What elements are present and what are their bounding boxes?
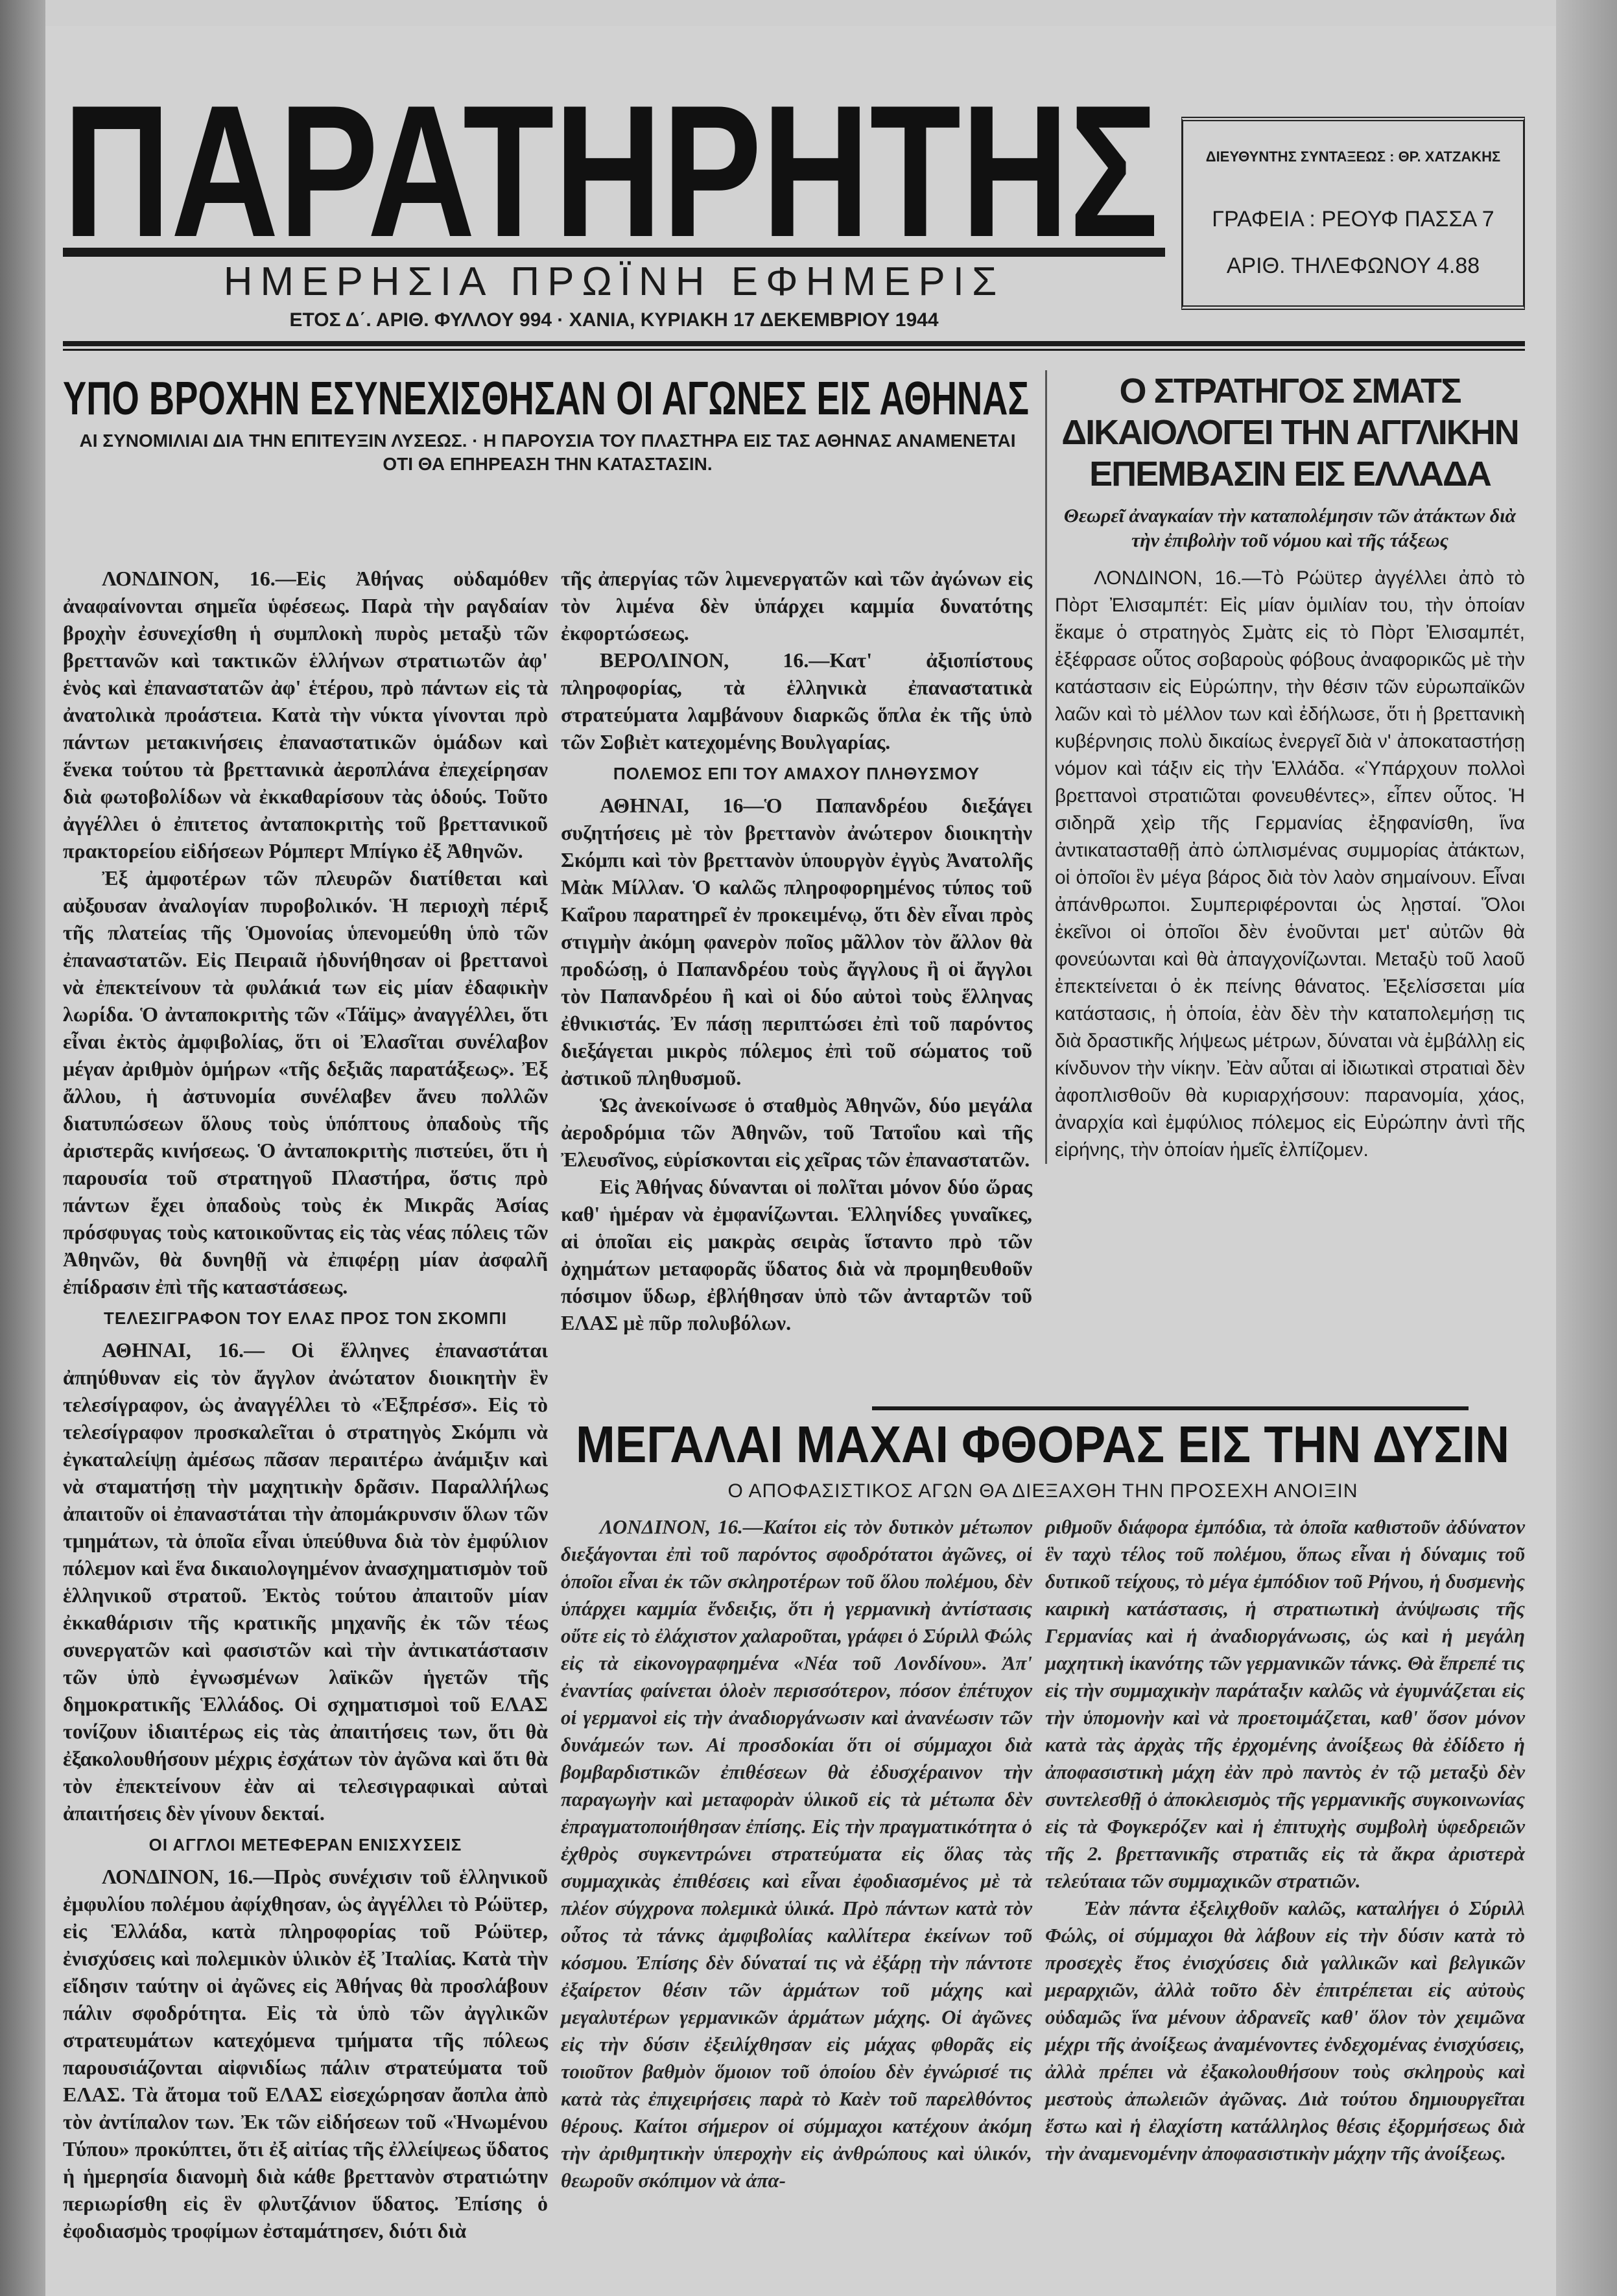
- article2-header: [1045, 370, 1525, 565]
- article2-tagline: Θεωρεῖ ἀναγκαίαν τὴν καταπολέμησιν τῶν ἀτάκτων διὰ τὴν ἐπιβολὴν τοῦ νόμου καὶ τῆς τάξεως: [1063, 505, 1517, 551]
- section-subhead: ΠΟΛΕΜΟΣ ΕΠΙ ΤΟΥ ΑΜΑΧΟΥ ΠΛΗΘΥΣΜΟΥ: [613, 764, 980, 783]
- paragraph: ριθμοῦν διάφορα ἐμπόδια, τὰ ὁποῖα καθιστοῦν ἀδύνατον ἓν ταχὺ τέλος τοῦ πολέμου, ὅπως εἶναι ἡ δύναμις τοῦ δυτικοῦ τείχους, τὸ μέγα ἐμπόδιον τοῦ Ρήνου, ἡ δυσμενὴς καιρικὴ κατάστασις, ἡ στρατιωτικὴ ἀνύψωσις τῆς Γερμανίας καὶ ἡ ἀναδιοργάνωσις, ὡς καὶ ἡ μεγάλη μαχητικὴ ἱκανότης τῶν γερμανικῶν τάνκς. Θὰ ἔπρεπέ τις εἰς τὴν συμμαχικὴν παράταξιν καλῶς νὰ ἐγυμνάζεται εἰς τὴν ὑπομονὴν καὶ νὰ προετοιμάζεται, καθ' ὅσον μόνον κατὰ τὰς ἀρχὰς τῆς ἐρχομένης ἀνοίξεως θὰ ἐδίδετο ἡ ἀποφασιστικὴ μάχη ἐὰν πρὸ παντὸς ἐν τῷ μεταξὺ δὲν συντελεσθῇ ὁ ἀποκλεισμὸς τῆς γερμανικῆς συγκοινωνίας εἰς τὰ Φογκερόζεν καὶ ἡ ἐπιτυχὴς συμβολὴ ὑφεδρειῶν τῆς 2. βρεττανικῆς στρατιᾶς εἰς τὰ ἄκρα ἀριστερὰ τελεύταια τῶν συμμαχικῶν στρατιῶν.: [1045, 1515, 1525, 1892]
- masthead-divider: [63, 341, 1525, 346]
- article1-column-1: [63, 565, 548, 2244]
- paragraph: Ἐὰν πάντα ἐξελιχθοῦν καλῶς, καταλήγει ὁ Σύριλλ Φώλς, οἱ σύμμαχοι θὰ λάβουν εἰς τὴν δύσιν κατὰ τὸ προσεχὲς ἔτος ἐνισχύσεις διὰ γαλλικῶν καὶ βελγικῶν μεραρχιῶν, ἀλλὰ τοῦτο δὲν ἐπιτρέπεται εἰς αὐτοὺς οὐδαμῶς ἵνα μένουν ἀδρανεῖς καθ' ὅλον τὸν χειμῶνα μέχρι τῆς ἀνοίξεως ἀναμένοντες ἐνδεχομένας ἐνισχύσεις, ἀλλὰ πρέπει νὰ ἐξακολουθήσουν τοὺς σκληροὺς καὶ μεστοὺς ἀπωλειῶν ἀγῶνας. Διὰ τούτου δημιουργεῖται ἔστω καὶ ἡ ἐλαχίστη κατάλληλος θέσις ἐξορμήσεως διὰ τὴν ἀναμενομένην ἀποφασιστικὴν μάχην τῆς ἀνοίξεως.: [1045, 1896, 1525, 2164]
- article1-headline: ΥΠΟ ΒΡΟΧΗΝ ΕΣΥΝΕΧΙΣΘΗΣΑΝ ΟΙ ΑΓΩΝΕΣ ΕΙΣ ΑΘΗΝΑΣ: [63, 373, 1029, 422]
- phone-line: ΑΡΙΘ. ΤΗΛΕΦΩΝΟΥ 4.88: [1226, 254, 1480, 278]
- paragraph: Ἐξ ἀμφοτέρων τῶν πλευρῶν διατίθεται καὶ αὐξουσαν ἀναλογίαν πυροβολικόν. Ἡ περιοχὴ πέριξ τῆς πλατείας τῆς Ὁμονοίας ὑπενομεύθη ὑπὸ τῶν ἐπαναστατῶν. Εἰς Πειραιᾶ ἠδυνήθησαν οἱ βρεττανοὶ νὰ ἐπεκτείνουν τὰ φυλάκιά των εἰς μίαν ἐδαφικὴν λωρίδα. Ὁ ἀνταποκριτὴς τῶν «Τάϊμς» ἀναγγέλλει, ὅτι εἶναι ἐκτὸς ἀμφιβολίας, ὅτι οἱ Ἐλασῖται συνέλαβον μέγαν ἀριθμὸν ὁμήρων «τῆς δεξιᾶς παρατάξεως». Ἐξ ἄλλου, ἡ ἀστυνομία συνέλαβεν ἄνευ πολλῶν διατυπώσεων ὅλους τοὺς ὑπόπτους ὀπαδοὺς τῆς ἀριστερᾶς κινήσεως. Ὁ ἀνταποκριτὴς πιστεύει, ὅτι ἡ παρουσία τοῦ στρατηγοῦ Πλαστήρα, ὅστις πρὸ πάντων ἔχει ὀπαδοὺς τοὺς ἐκ Μικρᾶς Ἀσίας πρόσφυγας τοὺς κατοικοῦντας εἰς τὰς νέας πόλεις τῶν Ἀθηνῶν, θὰ δυνηθῇ νὰ ἐπιφέρῃ μίαν ἀσφαλῆ ἐπίδρασιν ἐπὶ τῆς καταστάσεως.: [63, 866, 548, 1298]
- newspaper-sheet: [63, 0, 1525, 2296]
- article3-columns: [561, 1513, 1525, 2194]
- masthead: [63, 97, 1525, 333]
- masthead-info-box: [1181, 117, 1525, 310]
- paragraph: ΑΘΗΝΑΙ, 16—Ὁ Παπανδρέου διεξάγει συζητήσεις μὲ τὸν βρεττανὸν ἀνώτερον διοικητὴν Σκόμπι καὶ τὸν βρεττανὸν ὑπουργὸν ἐγγὺς Ἀνατολῆς Μὰκ Μίλλαν. Ὁ καλῶς πληροφορημένος τύπος τοῦ Καΐρου παρατηρεῖ ἐν προκειμένῳ, ὅτι δὲν εἶναι πρὸς στιγμὴν ἀκόμη φανερὸν ποῖος μᾶλλον τὸν ἄλλον θὰ προδώσῃ, ὁ Παπανδρέου τοὺς ἄγγλους ἢ οἱ ἄγγλοι τὸν Παπανδρέου ἢ καὶ οἱ δύο αὐτοὶ τοὺς ἕλληνας ἐθνικιστάς. Ἐν πάσῃ περιπτώσει ἐπὶ τοῦ παρόντος διεξάγεται μικρὸς πόλεμος ἐπὶ τοῦ σώματος τοῦ ἀστικοῦ πληθυσμοῦ.: [561, 794, 1032, 1089]
- article2-headline: Ο ΣΤΡΑΤΗΓΟΣ ΣΜΑΤΣ ΔΙΚΑΙΟΛΟΓΕΙ ΤΗΝ ΑΓΓΛΙΚΗΝ ΕΠΕΜΒΑΣΙΝ ΕΙΣ ΕΛΛΑΔΑ: [1061, 372, 1518, 493]
- page-body: [63, 370, 1525, 2244]
- adjacent-page-right-edge: [1556, 0, 1617, 2296]
- paragraph: ΛΟΝΔΙΝΟΝ, 16.—Καίτοι εἰς τὸν δυτικὸν μέτωπον διεξάγονται ἐπὶ τοῦ παρόντος σφοδρότατοι ἀγῶνες, οἱ ὁποῖοι εἶναι ἐκ τῶν σκληροτέρων τοῦ ὅλου πολέμου, δὲν ὑπάρχει καμμία ἔνδειξις, ὅτι ἡ γερμανικὴ ἀντίστασις οὔτε εἰς τὸ ἐλάχιστον χαλαροῦται, γράφει ὁ Σύριλλ Φώλς εἰς τὰ εἰκονογραφημένα «Νέα τοῦ Λονδίνου». Ἀπ' ἐναντίας φαίνεται ὁλοὲν περισσότερον, πόσον ἐπέτυχον οἱ γερμανοὶ εἰς τὴν ἀναδιοργάνωσιν καὶ ἀνανέωσιν τῶν δυνάμεών των. Αἱ προσδοκίαι ὅτι οἱ σύμμαχοι διὰ βομβαρδιστικῶν ἐπιθέσεων θὰ ἐδυσχέραινον τὴν παραγωγὴν καὶ μεταφορὰν ὑλικοῦ εἰς τὰ μέτωπα δὲν ἐπραγματοποιήθησαν ἐπίσης. Εἰς τὴν πραγματικότητα ὁ ἐχθρὸς συγκεντρώνει στρατεύματα εἰς ὅλας τὰς συμμαχικὰς ἐπιθέσεις καὶ εἶναι ἐφοδιασμένος μὲ τὰ πλέον σύγχρονα πολεμικὰ ὑλικά. Πρὸ πάντων κατὰ τὸν οὗτος τὰ τάνκς ἀμφιβολίας καλλίτερα ἐκείνων τοῦ κόσμου. Ἐπίσης δὲν δύναταί τις νὰ ἐξάρῃ τὴν πάντοτε ἐξαίρετον θέσιν τῶν ἁρμάτων τοῦ μάχης καὶ μεγαλυτέρων γερμανικῶν ἁρμάτων μάχης. Οἱ ἀγῶνες εἰς τὴν δύσιν ἐξειλίχθησαν εἰς μάχας φθορᾶς εἰς τοιοῦτον βαθμὸν ὅμοιον τοῦ ὁποίου δὲν ἐγνώρισέ τις κατὰ τὰς ἐπιχειρήσεις παρὰ τὸ Καὲν τοῦ παρελθόντος θέρους. Καίτοι σήμερον οἱ σύμμαχοι κατέχουν ἀκόμη τὴν ἀριθμητικὴν ὑπεροχὴν εἰς ἀνθρώπους καὶ ὑλικόν, θεωροῦν σκόπιμον νὰ ἀπα-: [561, 1515, 1032, 2192]
- paragraph: ΛΟΝΔΙΝΟΝ, 16.—Τὸ Ρώϋτερ ἀγγέλλει ἀπὸ τὸ Πὸρτ Ἐλισαμπέτ: Εἰς μίαν ὁμιλίαν του, τὴν ὁποίαν ἔκαμε ὁ στρατηγὸς Σμὰτς εἰς τὸ Πὸρτ Ἐλισαμπέτ, ἐξέφρασε οὗτος σοβαροὺς φόβους ἀναφορικῶς μὲ τὴν κατάστασιν εἰς Εὐρώπην, τὴν θέσιν τῶν εὐρωπαϊκῶν λαῶν καὶ τὸ μέλλον των καὶ ἐδήλωσε, ὅτι ἡ βρεττανικὴ κυβέρνησις πολὺ δικαίως ἐνεργεῖ διὰ ν' ἀποκαταστήσῃ νόμον καὶ τάξιν εἰς τὴν Ἑλλάδα. «Ὑπάρχουν πολλοὶ βρεττανοὶ στρατιῶται φονευθέντες», εἶπεν οὗτος. Ἡ σιδηρᾶ χεὶρ τῆς Γερμανίας ἐξηφανίσθη, ἵνα ἀντικατασταθῇ ἀπὸ ὡπλισμένας συμμορίας ἀτάκτων, οἱ ὁποῖοι ἓν μέγα βάρος διὰ τὸν λαὸν σημαίνουν. Εἶναι ἀπάνθρωποι. Συμπεριφέρονται ὡς λῃσταί. Ὅλοι ἐκεῖνοι οἱ ὁποῖοι δὲν ἑνοῦνται μετ' αὐτῶν θὰ φονεύωνται καὶ θὰ ἀπαγχονίζωνται. Μεταξὺ τοῦ λαοῦ ἐπεκτείνεται ὁ ἐκ πείνης θάνατος. Ἐξελίσσεται μία κατάστασις, ἡ ὁποία, ἐὰν δὲν τὴν καταπολεμήσῃ τις διὰ δραστικῆς λήψεως μέτρων, δύναται νὰ ἐμβάλλῃ εἰς κίνδυνον τὴν νίκην. Ἐὰν αὗται αἱ ἰδιωτικαὶ στρατιαὶ δὲν ἀφοπλισθοῦν θὰ κυριαρχήσουν: παρανομία, χάος, ἀναρχία καὶ ἐμφύλιος πόλεμος εἰς Εὐρώπην ἀντὶ τῆς εἰρήνης, τὴν ὁποίαν ἡμεῖς ἐλπίζομεν.: [1055, 567, 1525, 1161]
- paragraph: ΛΟΝΔΙΝΟΝ, 16.—Πρὸς συνέχισιν τοῦ ἑλληνικοῦ ἐμφυλίου πολέμου ἀφίχθησαν, ὡς ἀγγέλλει τὸ Ρώϋτερ, εἰς Ἑλλάδα, κατὰ πληροφορίας τοῦ Ρώϋτερ, ἐνισχύσεις καὶ πολεμικὸν ὑλικὸν ἐξ Ἰταλίας. Κατὰ τὴν εἴδησιν ταύτην οἱ ἀγῶνες εἰς Ἀθήνας θὰ προσλάβουν πάλιν σφοδρότητα. Εἰς τὰ ὑπὸ τῶν ἀγγλικῶν στρατευμάτων κατεχόμενα τμήματα τῆς πόλεως παρουσιάζονται αἰφνιδίως πάλιν στρατεύματα τοῦ ΕΛΑΣ. Τὰ ἄτομα τοῦ ΕΛΑΣ εἰσεχώρησαν ἄοπλα ἀπὸ τὸν ἀντίπαλον των. Ἐκ τῶν εἰδήσεων τοῦ «Ἡνωμένου Τύπου» προκύπτει, ὅτι ἐξ αἰτίας τῆς ἐλλείψεως ὕδατος ἡ ἡμερησία διανομὴ διὰ κάθε βρεττανὸν στρατιώτην περιωρίσθη εἰς ἓν φλυτζάνιον ὕδατος. Ἐπίσης ὁ ἐφοδιασμὸς τροφίμων ἐσταμάτησεν, διότι διὰ: [63, 1865, 548, 2242]
- editor-line: ΔΙΕΥΘΥΝΤΗΣ ΣΥΝΤΑΞΕΩΣ : ΘΡ. ΧΑΤΖΑΚΗΣ: [1205, 148, 1501, 165]
- paragraph: τῆς ἀπεργίας τῶν λιμενεργατῶν καὶ τῶν ἀγώνων εἰς τὸν λιμένα δὲν ὑπάρχει καμμία δυνατότης ἐκφορτώσεως.: [561, 567, 1032, 645]
- paragraph: Ὡς ἀνεκοίνωσε ὁ σταθμὸς Ἀθηνῶν, δύο μεγάλα ἀεροδρόμια τῶν Ἀθηνῶν, τοῦ Τατοΐου καὶ τῆς Ἐλευσῖνος, εὑρίσκονται εἰς χεῖρας τῶν ἐπαναστατῶν.: [561, 1093, 1032, 1171]
- newspaper-title-block: [63, 97, 1165, 245]
- article3: [561, 1406, 1525, 2194]
- masthead-left: [63, 97, 1165, 333]
- paragraph: ΒΕΡΟΛΙΝΟΝ, 16.—Κατ' ἀξιοπίστους πληροφορίας, τὰ ἑλληνικὰ ἐπαναστατικὰ στρατεύματα λαμβάνουν διαρκῶς ὅπλα ἐκ τῆς ὑπὸ τῶν Σοβιὲτ κατεχομένης Βουλγαρίας.: [561, 648, 1032, 753]
- article3-subheadline: Ο ΑΠΟΦΑΣΙΣΤΙΚΟΣ ΑΓΩΝ ΘΑ ΔΙΕΞΑΧΘΗ ΤΗΝ ΠΡΟΣΕΧΗ ΑΝΟΙΞΙΝ: [727, 1480, 1358, 1502]
- section-subhead: ΟΙ ΑΓΓΛΟΙ ΜΕΤΕΦΕΡΑΝ ΕΝΙΣΧΥΣΕΙΣ: [148, 1835, 462, 1854]
- article3-column-1: [561, 1513, 1032, 2194]
- article2-body: [1045, 565, 1525, 1164]
- paragraph: ΛΟΝΔΙΝΟΝ, 16.—Εἰς Ἀθήνας οὐδαμόθεν ἀναφαίνονται σημεῖα ὑφέσεως. Παρὰ τὴν ραγδαίαν βροχὴν ἐσυνεχίσθη ἡ συμπλοκὴ πυρὸς μεταξὺ τῶν βρεττανῶν καὶ τακτικῶν ἑλλήνων στρατιωτῶν ἀφ' ἑνὸς καὶ ἐπαναστατῶν ἀφ' ἑτέρου, πρὸ πάντων εἰς τὰ ἀνατολικὰ προάστεια. Κατὰ τὴν νύκτα γίνονται πρὸ πάντων μετακινήσεις ἐπαναστατικῶν ὁμάδων καὶ ἕνεκα τούτου τὰ βρεττανικὰ ἀεροπλάνα ἐπεχείρησαν διὰ φωτοβολίδων νὰ ἐκκαθαρίσουν τὰς ὁδούς. Τοῦτο ἀγγέλλει ὁ ἐπιτετος ἀνταποκριτὴς τοῦ βρεττανικοῦ πρακτορείου εἰδήσεων Ρόμπερτ Μπίγκο ἐξ Ἀθηνῶν.: [63, 567, 548, 862]
- masthead-divider-thin: [63, 349, 1525, 351]
- article3-column-2: [1045, 1513, 1525, 2194]
- article1-column-2: [561, 565, 1032, 1336]
- article1-headline-svg: [63, 370, 1032, 422]
- article1-subheadline: ΑΙ ΣΥΝΟΜΙΛΙΑΙ ΔΙΑ ΤΗΝ ΕΠΙΤΕΥΞΙΝ ΛΥΣΕΩΣ. · Η ΠΑΡΟΥΣΙΑ ΤΟΥ ΠΛΑΣΤΗΡΑ ΕΙΣ ΤΑΣ ΑΘΗΝΑΣ ΑΝΑΜΕΝΕΤΑΙ ΟΤΙ ΘΑ ΕΠΗΡΕΑΣΗ ΤΗΝ ΚΑΤΑΣΤΑΣΙΝ.: [79, 431, 1016, 474]
- paragraph: ΑΘΗΝΑΙ, 16.— Οἱ ἕλληνες ἐπαναστάται ἀπηύθυναν εἰς τὸν ἄγγλον ἀνώτατον διοικητὴν ἓν τελεσίγραφον, ὡς ἀναγγέλλει τὸ «Ἐξπρέσσ». Εἰς τὸ τελεσίγραφον προσκαλεῖται ὁ στρατηγὸς Σκόμπι νὰ ἐγκαταλείψῃ ἀμέσως πᾶσαν περαιτέρω ἀνάμιξιν καὶ νὰ σταματήσῃ τὴν μαχητικὴν δρᾶσιν. Παραλλήλως ἀπαιτοῦν οἱ ἐπαναστάται τὴν ἀπομάκρυνσιν ὅλων τῶν τμημάτων, τὰ ὁποῖα εἶναι ὑπεύθυνα διὰ τὸν ἐμφύλιον πόλεμον καὶ ἕνα δικαιολογημένον ἀνασχηματισμὸν τοῦ ἑλληνικοῦ στρατοῦ. Ἐκτὸς τούτου ἀπαιτοῦν μίαν ἐκκαθάρισιν τῆς κρατικῆς μηχανῆς ἐκ τῶν τέως συνεργατῶν καὶ φασιστῶν καὶ τὴν ἀντικατάστασιν τῶν ὑπὸ ἐγνωσμένων λαϊκῶν ἡγετῶν τῆς δημοκρατικῆς Ἑλλάδος. Οἱ σχηματισμοὶ τοῦ ΕΛΑΣ τονίζουν ἰδιαιτέρως εἰς τὰς ἀπαιτήσεις των, ὅτι θὰ ἐξακολουθήσουν μέχρις ἐσχάτων τὸν ἀγῶνα καὶ ὅτι θὰ τὸν ἐπεκτείνουν ἐὰν αἱ τελεσιγραφικαὶ αὐταὶ ἀπαιτήσεις δὲν γίνουν δεκταί.: [63, 1338, 548, 1825]
- newspaper-title: ΠΑΡΑΤΗΡΗΤΗΣ: [63, 97, 1159, 245]
- article3-headline: ΜΕΓΑΛΑΙ ΜΑΧΑΙ ΦΘΟΡΑΣ ΕΙΣ ΤΗΝ ΔΥΣΙΝ: [576, 1415, 1509, 1473]
- newspaper-subtitle: ΗΜΕΡΗΣΙΑ ΠΡΩΪΝΗ ΕΦΗΜΕΡΙΣ: [223, 259, 1005, 304]
- article3-headline-svg: [561, 1410, 1525, 1473]
- article1-header: [63, 370, 1032, 488]
- newspaper-title-svg: [63, 97, 1165, 245]
- masthead-rule: [63, 248, 1165, 257]
- adjacent-page-left-edge: [0, 0, 45, 2296]
- issue-line: ΕΤΟΣ Δ΄. ΑΡΙΘ. ΦΥΛΛΟΥ 994 · ΧΑΝΙΑ, ΚΥΡΙΑΚΗ 17 ΔΕΚΕΜΒΡΙΟΥ 1944: [289, 309, 939, 331]
- section-subhead: ΤΕΛΕΣΙΓΡΑΦΟΝ ΤΟΥ ΕΛΑΣ ΠΡΟΣ ΤΟΝ ΣΚΟΜΠΙ: [103, 1308, 508, 1328]
- paragraph: Εἰς Ἀθήνας δύνανται οἱ πολῖται μόνον δύο ὥρας καθ' ἡμέραν νὰ ἐμφανίζωνται. Ἑλληνίδες γυναῖκες, αἱ ὁποῖαι εἰς μακρὰς σειρὰς ἵσταντο πρὸ τῶν ὀχημάτων μεταφορᾶς ὕδατος διὰ νὰ προμηθευθοῦν πόσιμον ὕδωρ, ἐβλήθησαν ὑπὸ τῶν ἀνταρτῶν τοῦ ΕΛΑΣ μὲ πῦρ πολυβόλων.: [561, 1175, 1032, 1334]
- offices-line: ΓΡΑΦΕΙΑ : ΡΕΟΥΦ ΠΑΣΣΑ 7: [1212, 207, 1494, 231]
